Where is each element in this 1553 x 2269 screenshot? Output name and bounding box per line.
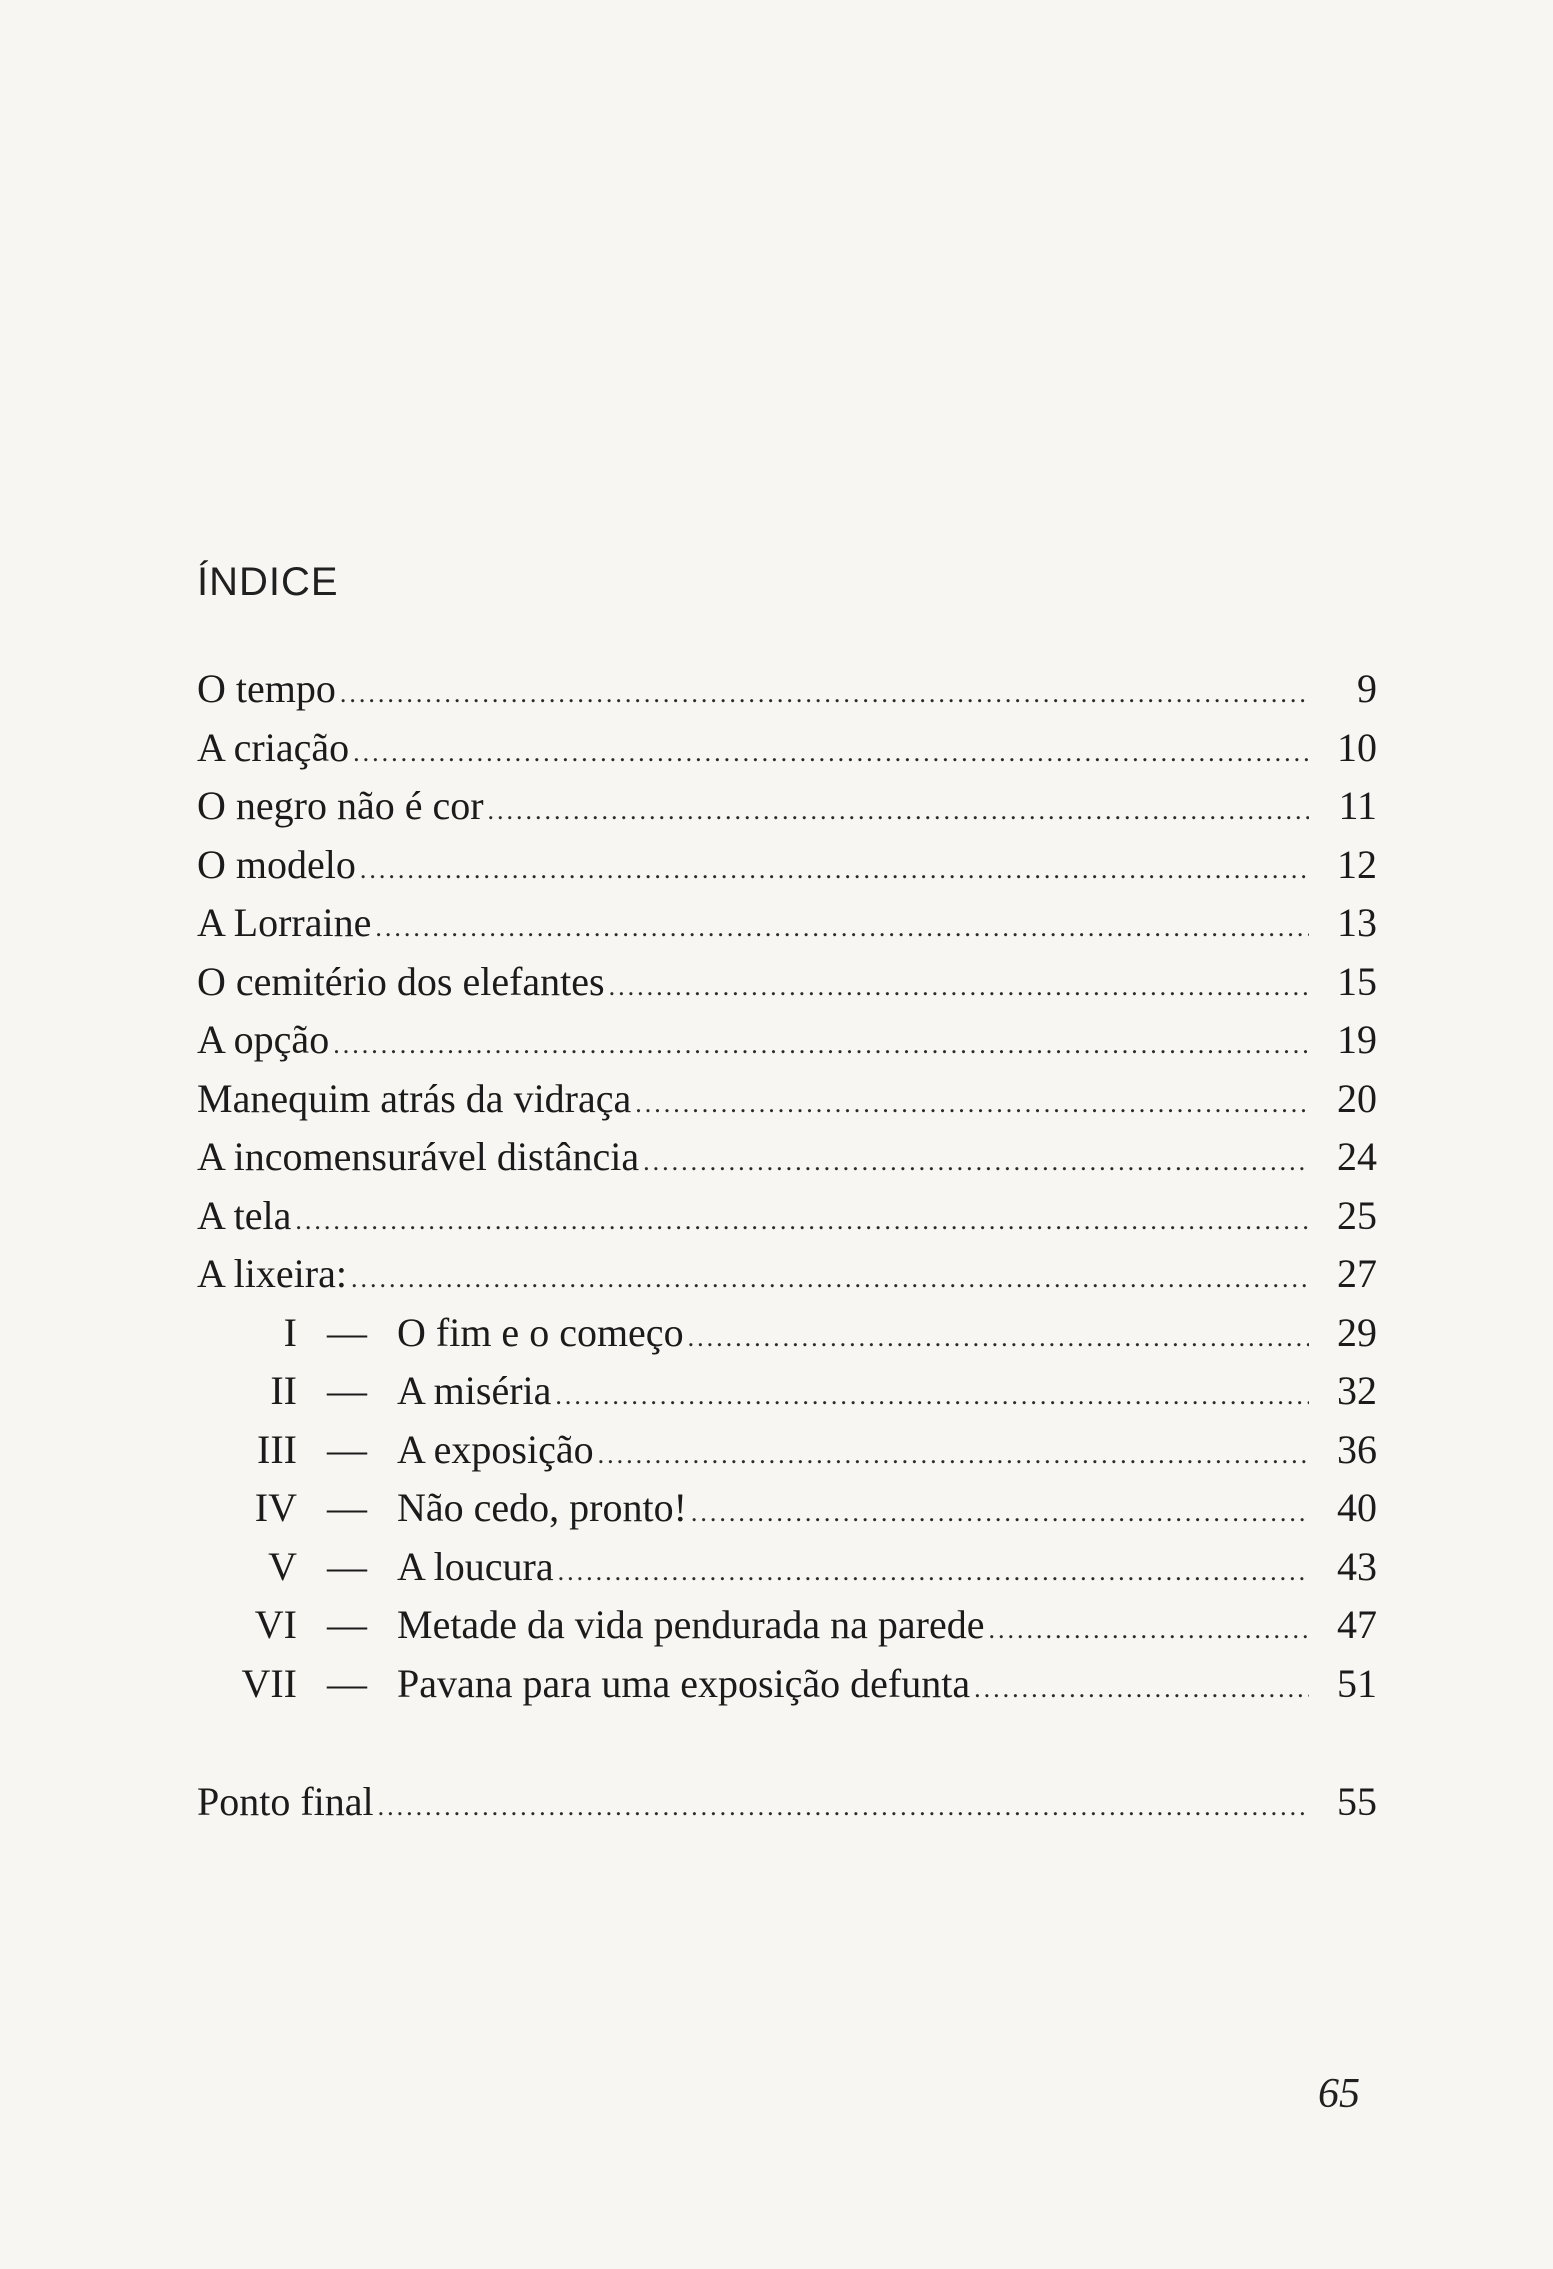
toc-entry — [197, 1070, 1377, 1128]
toc-entry-title: Ponto final — [197, 1779, 374, 1824]
toc-entry-page: 9 — [1357, 666, 1377, 711]
roman-numeral: VI — [254, 1602, 297, 1647]
toc-entry — [197, 777, 1377, 835]
page-number: 65 — [1318, 2071, 1360, 2117]
toc-entry — [197, 1011, 1377, 1069]
toc-entry — [197, 1245, 1377, 1303]
em-dash: — — [327, 1602, 367, 1647]
dot-leader — [351, 1250, 1309, 1308]
page-title: ÍNDICE — [197, 560, 339, 604]
dot-leader — [333, 1016, 1309, 1074]
dot-leader — [340, 665, 1309, 723]
dot-leader — [375, 899, 1309, 957]
roman-numeral: IV — [254, 1485, 297, 1530]
dot-leader — [688, 1309, 1309, 1367]
toc-entry — [197, 953, 1377, 1011]
toc-subentry-title: A exposição — [397, 1426, 594, 1472]
dot-leader — [295, 1192, 1309, 1250]
toc-entry-page: 24 — [1337, 1134, 1377, 1179]
toc-subentry — [197, 1655, 1377, 1713]
toc-subentry — [197, 1538, 1377, 1596]
toc-subentry-page: 32 — [1337, 1368, 1377, 1413]
dot-leader — [609, 958, 1309, 1016]
toc-entry-page: 10 — [1337, 724, 1377, 770]
toc-entry-title: O modelo — [197, 841, 356, 887]
em-dash: — — [327, 1543, 367, 1589]
roman-numeral: III — [257, 1426, 297, 1472]
toc-entry-page: 15 — [1337, 958, 1377, 1004]
em-dash: — — [327, 1485, 367, 1530]
toc-entry-title: A tela — [197, 1192, 292, 1238]
toc-subentry-page: 47 — [1337, 1602, 1377, 1647]
toc-subentry-page: 36 — [1337, 1426, 1377, 1472]
dot-leader — [555, 1367, 1309, 1425]
toc-subentry-page: 43 — [1337, 1543, 1377, 1589]
toc-entry — [197, 836, 1377, 894]
toc-entry-page: 20 — [1337, 1075, 1377, 1121]
toc-entry-title: Manequim atrás da vidraça — [197, 1075, 632, 1121]
toc-entry-title: A Lorraine — [197, 900, 372, 945]
toc-subentry-page: 40 — [1337, 1485, 1377, 1530]
toc-entry — [197, 660, 1377, 718]
roman-numeral: II — [270, 1368, 297, 1413]
dot-leader — [635, 1075, 1309, 1133]
dot-leader — [558, 1543, 1309, 1601]
toc-subentry-title: A miséria — [397, 1368, 552, 1413]
toc-subentry-page: 29 — [1337, 1309, 1377, 1355]
toc-subentry-title: O fim e o começo — [397, 1309, 684, 1355]
dot-leader — [974, 1660, 1309, 1718]
toc-subentry — [197, 1596, 1377, 1654]
toc-entry-page: 19 — [1337, 1017, 1377, 1062]
toc-subentry-title: A loucura — [397, 1543, 554, 1589]
toc-entry — [197, 1128, 1377, 1186]
toc-entry — [197, 719, 1377, 777]
toc-entry-title: A opção — [197, 1017, 330, 1062]
toc-subentry-page: 51 — [1337, 1660, 1377, 1706]
toc-entry-title: A incomensurável distância — [197, 1134, 640, 1179]
toc-subentry — [197, 1362, 1377, 1420]
dot-leader — [598, 1426, 1309, 1484]
toc-final-entry — [197, 1773, 1377, 1831]
toc-subentry-title: Pavana para uma exposição defunta — [397, 1660, 971, 1706]
toc-entry-title: A criação — [197, 724, 350, 770]
toc-entry-page: 12 — [1337, 841, 1377, 887]
em-dash: — — [327, 1368, 367, 1413]
dot-leader — [691, 1484, 1309, 1542]
dot-leader — [988, 1601, 1309, 1659]
toc-entry — [197, 894, 1377, 952]
toc-entry-page: 11 — [1338, 783, 1377, 828]
toc-entry-title: A lixeira: — [197, 1251, 347, 1296]
dot-leader — [360, 841, 1309, 899]
dot-leader — [353, 724, 1309, 782]
toc-entry-title: O cemitério dos elefantes — [197, 958, 605, 1004]
toc-entry-title: O negro não é cor — [197, 783, 484, 828]
toc-entry-title: O tempo — [197, 666, 336, 711]
em-dash: — — [327, 1309, 367, 1355]
em-dash: — — [327, 1426, 367, 1472]
roman-numeral: VII — [241, 1660, 297, 1706]
em-dash: — — [327, 1660, 367, 1706]
dot-leader — [378, 1778, 1309, 1836]
toc-subentry-title: Não cedo, pronto! — [397, 1485, 687, 1530]
toc-subentry — [197, 1304, 1377, 1362]
roman-numeral: I — [283, 1309, 297, 1355]
toc-entry-page: 27 — [1337, 1251, 1377, 1296]
toc-entry-page: 13 — [1337, 900, 1377, 945]
toc-subentry — [197, 1479, 1377, 1537]
toc-entry-page: 55 — [1337, 1779, 1377, 1824]
toc-subentry-title: Metade da vida pendurada na parede — [397, 1602, 985, 1647]
dot-leader — [488, 782, 1309, 840]
roman-numeral: V — [268, 1543, 297, 1589]
dot-leader — [643, 1133, 1309, 1191]
toc-entry — [197, 1187, 1377, 1245]
toc-entry-page: 25 — [1337, 1192, 1377, 1238]
toc-subentry — [197, 1421, 1377, 1479]
